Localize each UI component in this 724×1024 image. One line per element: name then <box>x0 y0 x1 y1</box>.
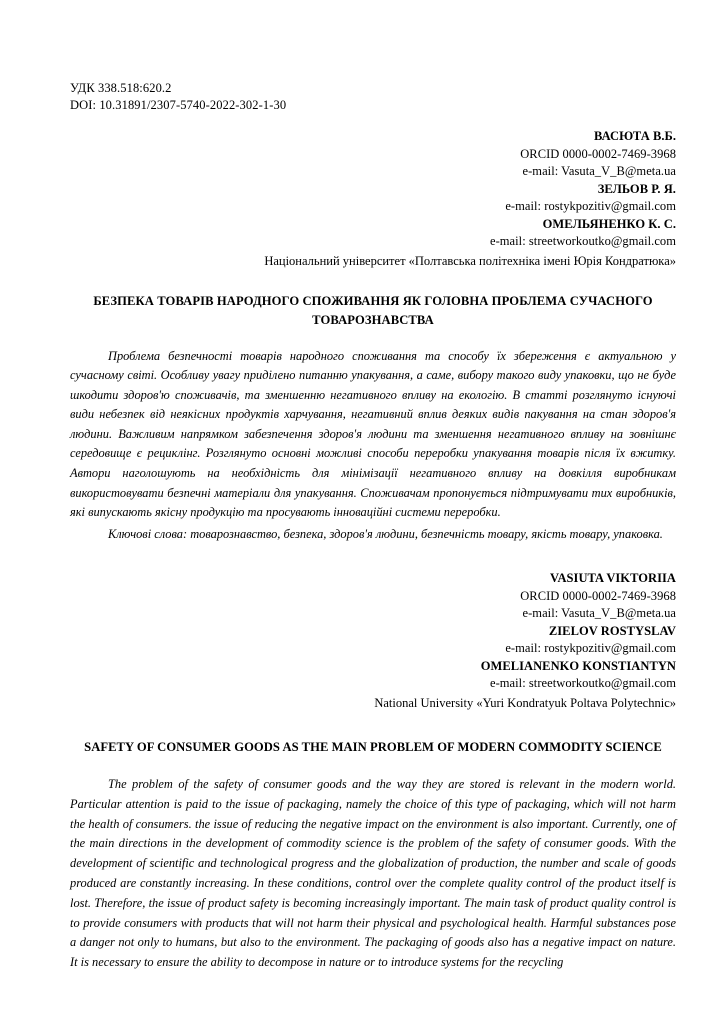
author-name-en: VASIUTA VIKTORIIA <box>549 571 676 586</box>
page-title-uk: БЕЗПЕКА ТОВАРІВ НАРОДНОГО СПОЖИВАННЯ ЯК ГОЛОВНА ПРОБЛЕМА СУЧАСНОГО ТОВАРОЗНАВСТВА <box>93 293 653 327</box>
author-name: ОМЕЛЬЯНЕНКО К. С. <box>542 216 676 231</box>
author-email: e-mail: streetworkoutko@gmail.com <box>489 234 676 248</box>
author-orcid: ORCID 0000-0002-7469-3968 <box>520 146 676 161</box>
page-title-en: SAFETY OF CONSUMER GOODS AS THE MAIN PROBLEM OF MODERN COMMODITY SCIENCE <box>84 739 662 754</box>
author-email-en: e-mail: streetworkoutko@gmail.com <box>489 676 676 691</box>
doi-line: DOI: 10.31891/2307-5740-2022-302-1-30 <box>70 98 287 112</box>
author-name-en: OMELIANENKO KONSTIANTYN <box>480 658 676 673</box>
affiliation-en: National University «Yuri Kondratyuk Poltava Polytechnic» <box>374 695 676 710</box>
keywords-uk: Ключові слова: товарознавство, безпека, здоров'я людини, безпечність товару, якість товару, упаковка. <box>108 526 663 541</box>
document-identifiers <box>70 80 676 114</box>
author-email: e-mail: Vasuta_V_B@meta.ua <box>522 164 676 178</box>
affiliation-uk: Національний університет «Полтавська політехніка імені Юрія Кондратюка» <box>264 253 676 268</box>
authors-block-en <box>70 570 676 712</box>
author-orcid-en: ORCID 0000-0002-7469-3968 <box>520 588 676 603</box>
author-name: ВАСЮТА В.Б. <box>593 129 676 143</box>
authors-block-uk <box>70 128 676 270</box>
author-email: e-mail: rostykpozitiv@gmail.com <box>505 199 676 213</box>
author-name: ЗЕЛЬОВ Р. Я. <box>597 181 676 196</box>
abstract-en: The problem of the safety of consumer goods and the way they are stored is relevant in the modern world. Particular attention is paid to the issue of packaging, namely the choice of this type of packaging, which will not harm the health of consumers. the issue of reducing the negative impact on the environment is also important. Currently, one of the main directions in the development of commodity science is the problem of the safety of consumer goods. With the development of scientific and technological progress and the globalization of production, the number and scale of goods produced are constantly increasing. In these conditions, control over the complete quality control of the product itself is lost. Therefore, the issue of product safety is becoming increasingly important. The main task of product quality control is to provide consumers with products that will not harm their physical and psychological health. Harmful substances pose a danger not only to humans, but also to the environment. The packaging of goods also has a negative impact on nature. It is necessary to ensure the ability to decompose in nature or to introduce systems for the recycling <box>70 776 676 970</box>
author-email-en: e-mail: rostykpozitiv@gmail.com <box>505 641 676 656</box>
author-name-en: ZIELOV ROSTYSLAV <box>548 623 676 638</box>
author-email-en: e-mail: Vasuta_V_B@meta.ua <box>522 606 676 621</box>
udk-line: УДК 338.518:620.2 <box>70 81 172 95</box>
abstract-uk: Проблема безпечності товарів народного споживання та способу їх збереження є актуальною у сучасному світі. Особливу увагу приділено питанню упакування, а саме, вибору такого виду упаковки, що не буде шкодити здоров'ю споживачів, та зменшенню негативного впливу на екологію. В статті розглянуто існуючі види небезпек від неякісних продуктів харчування, негативний вплив деяких видів пакування на стан здоров'я людини. Важливим напрямком забезпечення здоров'я людини та зменшення негативного впливу на зовнішнє середовище є рециклінг. Розглянуто основні можливі способи переробки упакування товарів після їх вжитку. Автори наголошують на необхідність для мінімізації негативного впливу на довкілля виробникам використовувати безпечні матеріали для упакування. Споживачам пропонується підтримувати тих виробників, які випускають якісну продукцію та просувають інноваційні системи переробки. <box>70 348 676 520</box>
